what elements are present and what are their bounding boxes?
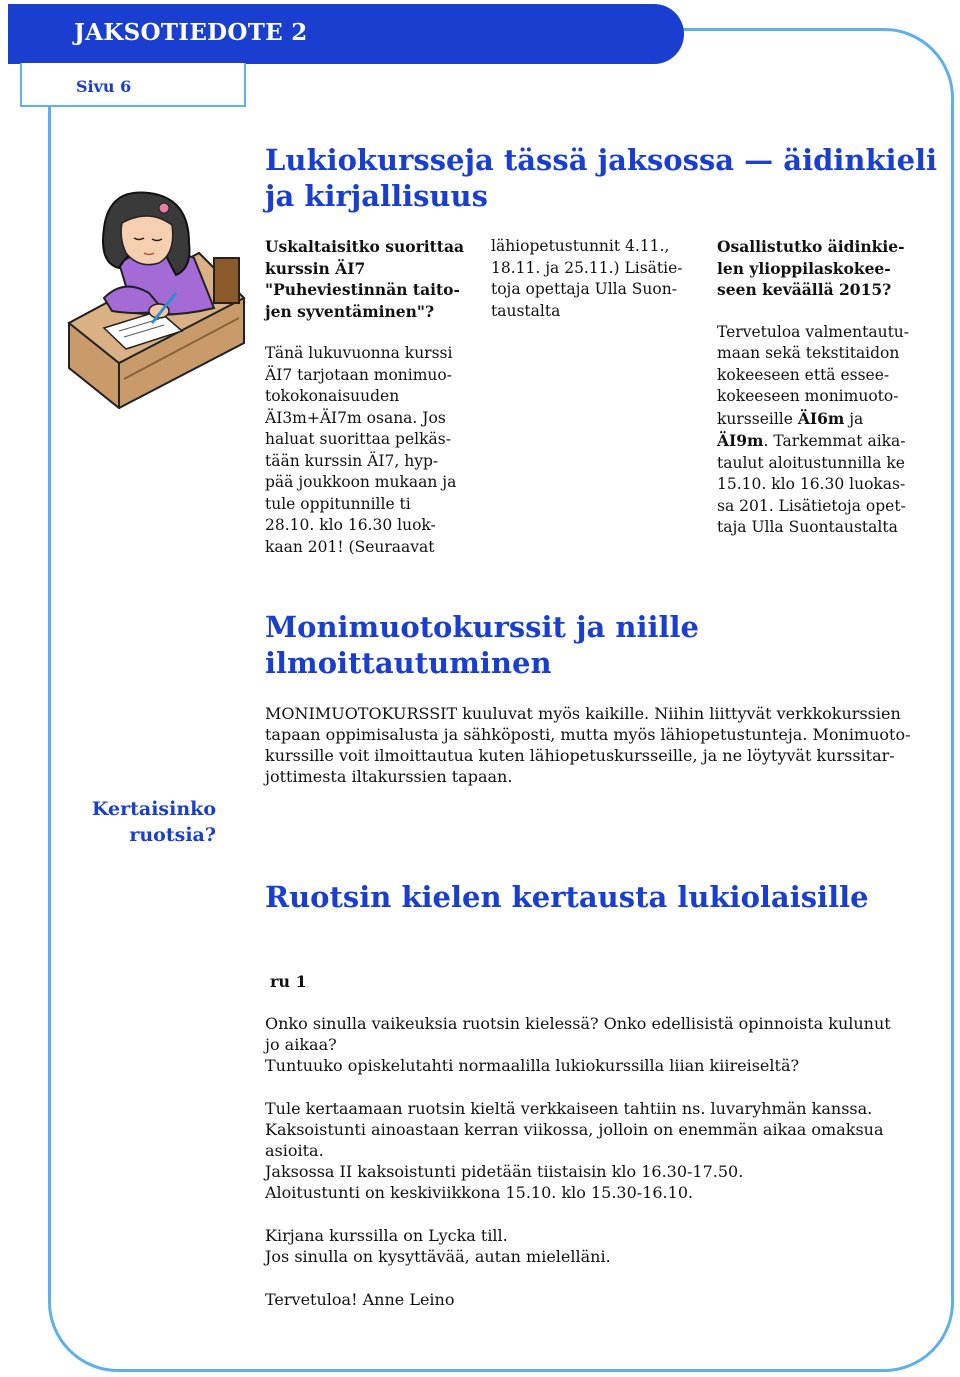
column-3	[717, 236, 932, 539]
ruotsi-block-1	[265, 1013, 945, 1076]
section-title-aidinkieli	[265, 142, 937, 214]
text-line: tule oppitunnille ti	[265, 494, 411, 513]
text-line: lähiopetustunnit 4.11.,	[491, 237, 670, 255]
text-line: kurssin ÄI7	[265, 258, 366, 278]
text-line: 18.11. ja 25.11.) Lisätie-	[491, 258, 683, 277]
text-line: 28.10. klo 16.30 luok-	[265, 516, 436, 534]
text-line: Kaksoistunti ainoastaan kerran viikossa, jolloin on enemmän aikaa omaksua	[265, 1120, 884, 1139]
text-line: Tule kertaamaan ruotsin kieltä verkkaiseen tahtiin ns. luvaryhmän kanssa.	[265, 1099, 873, 1118]
column-3-body	[717, 322, 932, 539]
ruotsi-block-2	[265, 1098, 945, 1203]
text-line: Kirjana kurssilla on Lycka till.	[265, 1226, 508, 1245]
ruotsi-block-3	[265, 1225, 945, 1267]
column-3-question	[717, 236, 932, 301]
text-fragment: . Tarkemmat aika-	[763, 432, 906, 450]
text-line: kokeeseen monimuoto-	[717, 387, 899, 405]
text-line: Kertaisinko	[91, 798, 216, 820]
text-line: Aloitustunti on keskiviikkona 15.10. klo 15.30-16.10.	[265, 1183, 694, 1202]
text-line: haluat suorittaa pelkäs-	[265, 430, 451, 448]
page-number: Sivu 6	[76, 77, 132, 96]
section-title-line: ja kirjallisuus	[265, 179, 488, 213]
text-line: 15.10. klo 16.30 luokas-	[717, 475, 906, 493]
course-code-ru1: ru 1	[270, 972, 307, 991]
text-line: Tänä lukuvuonna kurssi	[265, 344, 453, 362]
text-line: Jos sinulla on kysyttävää, autan mielelläni.	[265, 1247, 611, 1266]
text-line: tapaan oppimisalusta ja sähköposti, mutta myös lähiopetustunteja. Monimuoto-	[265, 725, 911, 744]
student-writing-at-desk-illustration	[64, 183, 254, 423]
sidebar-question	[60, 796, 216, 848]
text-fragment: ja	[844, 409, 864, 428]
text-line: ÄI3m+ÄI7m osana. Jos	[265, 408, 446, 427]
text-line: ÄI7 tarjotaan monimuo-	[265, 365, 452, 384]
text-line: kurssille voit ilmoittautua kuten lähiopetuskursseille, ja ne löytyvät kurssitar-	[265, 746, 895, 765]
section-title-monimuotokurssit	[265, 609, 699, 681]
text-line: toja opettaja Ulla Suon-	[491, 280, 677, 298]
text-line: jottimesta iltakurssien tapaan.	[265, 767, 513, 786]
text-line: seen keväällä 2015?	[717, 280, 892, 299]
column-2	[491, 236, 701, 322]
monimuoto-body	[265, 703, 945, 787]
newsletter-title: JAKSOTIEDOTE 2	[74, 19, 308, 46]
text-line: Uskaltaisitko suorittaa	[265, 237, 465, 256]
text-line: sa 201. Lisätietoja opet-	[717, 496, 906, 515]
text-line: asioita.	[265, 1141, 324, 1160]
text-line: MONIMUOTOKURSSIT kuuluvat myös kaikille. Niihin liittyvät verkkokurssien	[265, 704, 901, 723]
course-code: ÄI9m	[717, 431, 764, 450]
text-line: taja Ulla Suontaustalta	[717, 518, 898, 536]
text-line: ruotsia?	[129, 824, 216, 846]
page-number-box	[20, 63, 246, 107]
text-line: Jaksossa II kaksoistunti pidetään tiistaisin klo 16.30-17.50.	[265, 1162, 744, 1181]
text-line: "Puheviestinnän taito-	[265, 280, 460, 299]
text-line: Osallistutko äidinkie-	[717, 237, 905, 256]
text-line: pää joukkoon mukaan ja	[265, 473, 457, 491]
signoff: Tervetuloa! Anne Leino	[265, 1290, 455, 1309]
text-line: kaan 201! (Seuraavat	[265, 537, 435, 556]
text-line: len ylioppilaskokee-	[717, 258, 891, 278]
text-line: taulut aloitustunnilla ke	[717, 453, 905, 472]
text-line: taustalta	[491, 301, 561, 320]
course-code: ÄI6m	[797, 408, 845, 428]
text-line: jo aikaa?	[265, 1035, 337, 1054]
text-line: Tuntuuko opiskelutahti normaalilla lukiokurssilla liian kiireiseltä?	[265, 1056, 800, 1075]
section-title-ruotsi: Ruotsin kielen kertausta lukiolaisille	[265, 880, 869, 914]
section-title-line: ilmoittautuminen	[265, 646, 552, 680]
text-line: maan sekä tekstitaidon	[717, 344, 900, 362]
column-1	[265, 236, 485, 558]
column-1-question	[265, 236, 485, 322]
text-line: tokokonaisuuden	[265, 387, 400, 405]
column-2-body	[491, 236, 701, 322]
text-line: tään kurssin ÄI7, hyp-	[265, 451, 439, 470]
text-fragment: kursseille	[717, 409, 798, 428]
text-line: Tervetuloa valmentautu-	[717, 322, 910, 341]
section-title-line: Lukiokursseja tässä jaksossa — äidinkieli	[265, 143, 938, 177]
text-line: Onko sinulla vaikeuksia ruotsin kielessä? Onko edellisistä opinnoista kulunut	[265, 1014, 891, 1033]
text-line: kokeeseen että essee-	[717, 365, 890, 384]
section-title-line: Monimuotokurssit ja niille	[265, 610, 699, 644]
column-1-body	[265, 343, 485, 558]
text-line: jen syventäminen"?	[265, 301, 435, 321]
